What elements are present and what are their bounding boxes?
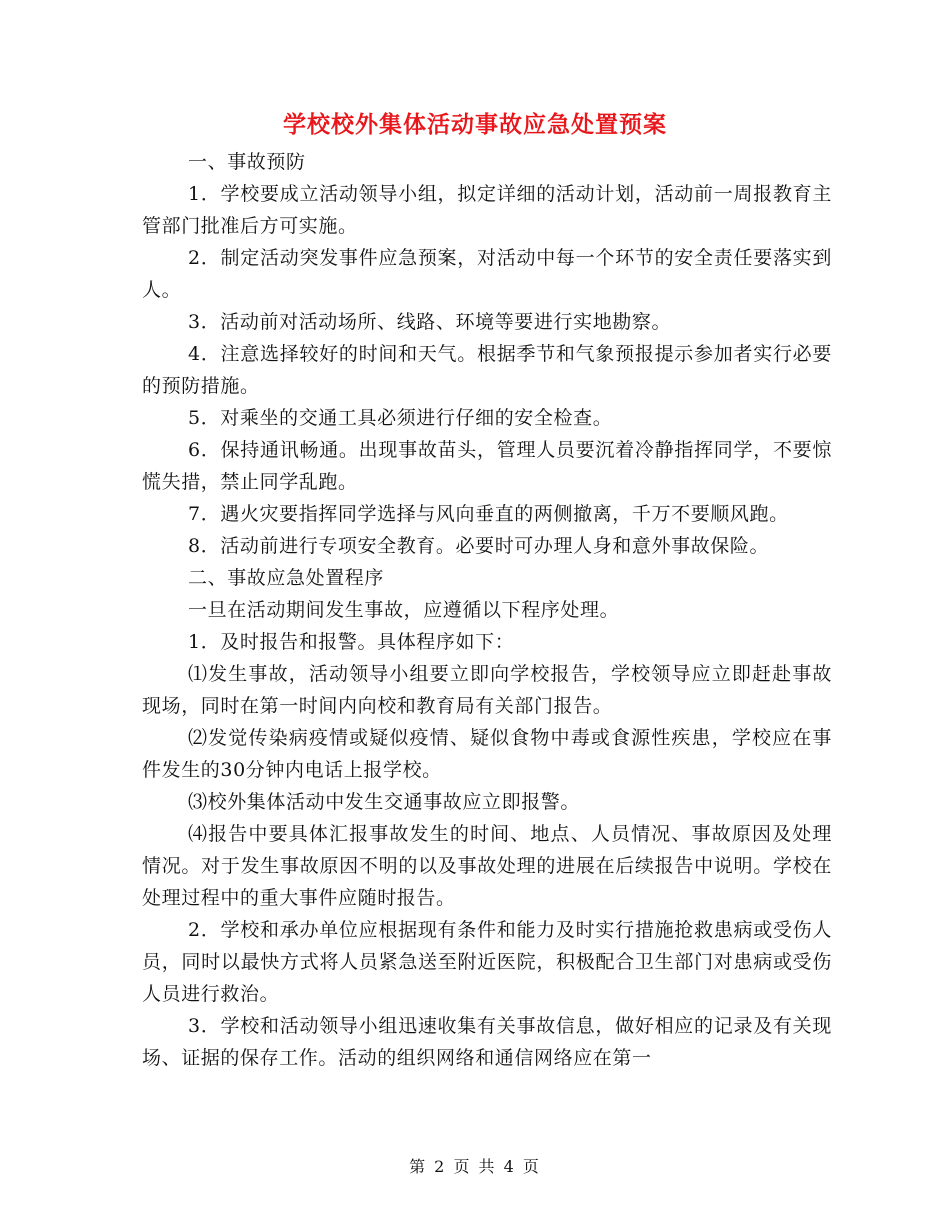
paragraph: 2．学校和承办单位应根据现有条件和能力及时实行措施抢救患病或受伤人员，同时以最快方式将人员紧急送至附近医院，积极配合卫生部门对患病或受伤人员进行救治。 bbox=[142, 919, 832, 1005]
paragraph: 3．活动前对活动场所、线路、环境等要进行实地勘察。 bbox=[188, 311, 672, 333]
paragraph: ⑴发生事故，活动领导小组要立即向学校报告，学校领导应立即赶赴事故现场，同时在第一时间内向校和教育局有关部门报告。 bbox=[142, 663, 832, 717]
section-heading-prevention: 一、事故预防 bbox=[188, 151, 306, 173]
paragraph: 一旦在活动期间发生事故，应遵循以下程序处理。 bbox=[188, 599, 620, 621]
document-body bbox=[142, 146, 832, 1074]
paragraph: 1．及时报告和报警。具体程序如下： bbox=[188, 631, 515, 653]
paragraph: ⑷报告中要具体汇报事故发生的时间、地点、人员情况、事故原因及处理情况。对于发生事故原因不明的以及事故处理的进展在后续报告中说明。学校在处理过程中的重大事件应随时报告。 bbox=[142, 823, 832, 909]
paragraph: 8．活动前进行专项安全教育。必要时可办理人身和意外事故保险。 bbox=[188, 535, 770, 557]
paragraph: 6．保持通讯畅通。出现事故苗头，管理人员要沉着冷静指挥同学，不要惊慌失措，禁止同学乱跑。 bbox=[142, 439, 832, 493]
page-footer: 第 2 页 共 4 页 bbox=[409, 1157, 541, 1176]
document-title: 学校校外集体活动事故应急处置预案 bbox=[283, 111, 667, 138]
paragraph: 3．学校和活动领导小组迅速收集有关事故信息，做好相应的记录及有关现场、证据的保存工作。活动的组织网络和通信网络应在第一 bbox=[142, 1015, 832, 1069]
paragraph: 1．学校要成立活动领导小组，拟定详细的活动计划，活动前一周报教育主管部门批准后方可实施。 bbox=[142, 183, 832, 237]
paragraph: ⑵发觉传染病疫情或疑似疫情、疑似食物中毒或食源性疾患，学校应在事件发生的30分钟内电话上报学校。 bbox=[142, 727, 832, 781]
paragraph: 7．遇火灾要指挥同学选择与风向垂直的两侧撤离，千万不要顺风跑。 bbox=[188, 503, 789, 525]
paragraph: 2．制定活动突发事件应急预案，对活动中每一个环节的安全责任要落实到人。 bbox=[142, 247, 832, 301]
paragraph: 5．对乘坐的交通工具必须进行仔细的安全检查。 bbox=[188, 407, 613, 429]
section-heading-procedure: 二、事故应急处置程序 bbox=[188, 567, 385, 589]
paragraph: 4．注意选择较好的时间和天气。根据季节和气象预报提示参加者实行必要的预防措施。 bbox=[142, 343, 832, 397]
paragraph: ⑶校外集体活动中发生交通事故应立即报警。 bbox=[188, 791, 581, 813]
